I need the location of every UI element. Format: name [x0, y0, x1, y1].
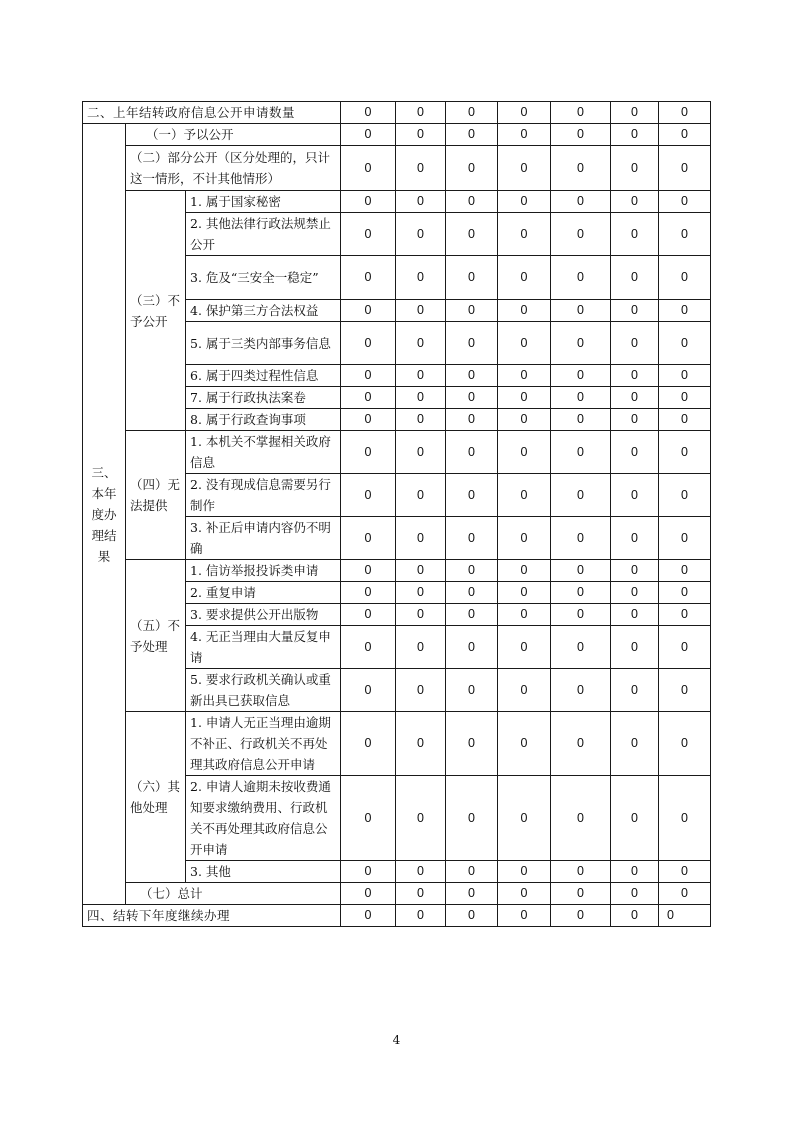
value-cell: 0 [551, 213, 611, 256]
table-row [83, 560, 711, 582]
value-cell: 0 [611, 124, 659, 146]
value-cell: 0 [396, 712, 446, 776]
value-cell: 0 [659, 517, 711, 560]
table-row [83, 883, 711, 905]
value-cell: 0 [446, 582, 498, 604]
value-cell: 0 [659, 582, 711, 604]
value-cell: 0 [446, 861, 498, 883]
page-number: 4 [392, 1033, 401, 1047]
value-cell: 0 [498, 365, 551, 387]
value-cell: 0 [611, 409, 659, 431]
value-cell: 0 [341, 517, 396, 560]
row-label: 1. 信访举报投诉类申请 [186, 560, 341, 582]
table-row [83, 431, 711, 474]
value-cell: 0 [659, 387, 711, 409]
value-cell: 0 [446, 883, 498, 905]
value-cell: 0 [498, 712, 551, 776]
value-cell: 0 [659, 431, 711, 474]
value-cell: 0 [611, 604, 659, 626]
row-label: （二）部分公开（区分处理的，只计这一情形，不计其他情形） [126, 146, 341, 191]
value-cell: 0 [498, 604, 551, 626]
value-cell: 0 [551, 905, 611, 927]
value-cell: 0 [446, 776, 498, 861]
value-cell: 0 [659, 712, 711, 776]
value-cell: 0 [611, 626, 659, 669]
value-cell: 0 [341, 365, 396, 387]
row-label: 2. 申请人逾期未按收费通知要求缴纳费用、行政机关不再处理其政府信息公开申请 [186, 776, 341, 861]
row-label: 3. 要求提供公开出版物 [186, 604, 341, 626]
value-cell: 0 [396, 409, 446, 431]
value-cell: 0 [498, 626, 551, 669]
value-cell: 0 [396, 626, 446, 669]
row-label: 7. 属于行政执法案卷 [186, 387, 341, 409]
value-cell: 0 [498, 387, 551, 409]
value-cell: 0 [551, 409, 611, 431]
value-cell: 0 [396, 124, 446, 146]
value-cell: 0 [611, 883, 659, 905]
value-cell: 0 [498, 191, 551, 213]
value-cell: 0 [611, 582, 659, 604]
value-cell: 0 [396, 213, 446, 256]
value-cell: 0 [341, 861, 396, 883]
value-cell: 0 [446, 191, 498, 213]
table-row [83, 102, 711, 124]
value-cell: 0 [551, 102, 611, 124]
value-cell: 0 [341, 387, 396, 409]
value-cell: 0 [446, 905, 498, 927]
section-label: 三、本年度办理结果 [83, 124, 126, 905]
value-cell: 0 [446, 300, 498, 322]
group-label: （五）不予处理 [126, 560, 186, 712]
value-cell: 0 [341, 604, 396, 626]
value-cell: 0 [341, 300, 396, 322]
value-cell: 0 [611, 560, 659, 582]
value-cell: 0 [659, 861, 711, 883]
value-cell: 0 [659, 124, 711, 146]
value-cell: 0 [551, 560, 611, 582]
value-cell: 0 [396, 861, 446, 883]
value-cell: 0 [341, 431, 396, 474]
table-row [83, 905, 711, 927]
row-label: 5. 属于三类内部事务信息 [186, 322, 341, 365]
row-label: 3. 危及“三安全一稳定” [186, 256, 341, 300]
row-label: 1. 本机关不掌握相关政府信息 [186, 431, 341, 474]
value-cell: 0 [551, 387, 611, 409]
value-cell: 0 [498, 213, 551, 256]
row-label: 4. 保护第三方合法权益 [186, 300, 341, 322]
value-cell: 0 [396, 191, 446, 213]
value-cell: 0 [659, 905, 711, 927]
value-cell: 0 [498, 560, 551, 582]
value-cell: 0 [659, 146, 711, 191]
value-cell: 0 [551, 300, 611, 322]
value-cell: 0 [396, 582, 446, 604]
value-cell: 0 [446, 146, 498, 191]
value-cell: 0 [341, 191, 396, 213]
value-cell: 0 [551, 712, 611, 776]
value-cell: 0 [396, 300, 446, 322]
value-cell: 0 [551, 474, 611, 517]
value-cell: 0 [611, 256, 659, 300]
value-cell: 0 [498, 517, 551, 560]
value-cell: 0 [611, 387, 659, 409]
value-cell: 0 [498, 256, 551, 300]
value-cell: 0 [551, 365, 611, 387]
value-cell: 0 [446, 213, 498, 256]
row-label: （七）总计 [126, 883, 341, 905]
row-label: 6. 属于四类过程性信息 [186, 365, 341, 387]
row-label: 2. 重复申请 [186, 582, 341, 604]
value-cell: 0 [396, 905, 446, 927]
value-cell: 0 [659, 191, 711, 213]
value-cell: 0 [396, 669, 446, 712]
value-cell: 0 [396, 431, 446, 474]
value-cell: 0 [611, 191, 659, 213]
value-cell: 0 [446, 669, 498, 712]
table-row [83, 712, 711, 776]
value-cell: 0 [659, 776, 711, 861]
value-cell: 0 [446, 474, 498, 517]
value-cell: 0 [498, 300, 551, 322]
value-cell: 0 [396, 322, 446, 365]
table-row [83, 124, 711, 146]
row-label: （一）予以公开 [126, 124, 341, 146]
value-cell: 0 [341, 474, 396, 517]
value-cell: 0 [341, 712, 396, 776]
value-cell: 0 [341, 776, 396, 861]
row-label: 1. 申请人无正当理由逾期不补正、行政机关不再处理其政府信息公开申请 [186, 712, 341, 776]
value-cell: 0 [551, 124, 611, 146]
value-cell: 0 [498, 124, 551, 146]
value-cell: 0 [611, 517, 659, 560]
row-label: 1. 属于国家秘密 [186, 191, 341, 213]
value-cell: 0 [396, 517, 446, 560]
value-cell: 0 [659, 409, 711, 431]
value-cell: 0 [396, 256, 446, 300]
value-cell: 0 [498, 776, 551, 861]
value-cell: 0 [341, 626, 396, 669]
value-cell: 0 [551, 256, 611, 300]
value-cell: 0 [498, 146, 551, 191]
value-cell: 0 [611, 474, 659, 517]
value-cell: 0 [446, 604, 498, 626]
value-cell: 0 [659, 560, 711, 582]
value-cell: 0 [446, 365, 498, 387]
value-cell: 0 [551, 776, 611, 861]
value-cell: 0 [341, 124, 396, 146]
value-cell: 0 [341, 256, 396, 300]
value-cell: 0 [611, 776, 659, 861]
value-cell: 0 [446, 256, 498, 300]
value-cell: 0 [551, 883, 611, 905]
value-cell: 0 [611, 300, 659, 322]
value-cell: 0 [551, 626, 611, 669]
value-cell: 0 [659, 102, 711, 124]
value-cell: 0 [551, 191, 611, 213]
value-cell: 0 [659, 322, 711, 365]
value-cell: 0 [446, 124, 498, 146]
value-cell: 0 [498, 431, 551, 474]
value-cell: 0 [446, 431, 498, 474]
table-row [83, 146, 711, 191]
value-cell: 0 [659, 300, 711, 322]
value-cell: 0 [446, 409, 498, 431]
row-label: 5. 要求行政机关确认或重新出具已获取信息 [186, 669, 341, 712]
value-cell: 0 [396, 883, 446, 905]
value-cell: 0 [396, 365, 446, 387]
value-cell: 0 [446, 560, 498, 582]
value-cell: 0 [611, 322, 659, 365]
value-cell: 0 [551, 517, 611, 560]
value-cell: 0 [659, 474, 711, 517]
value-cell: 0 [611, 712, 659, 776]
value-cell: 0 [446, 712, 498, 776]
value-cell: 0 [551, 431, 611, 474]
value-cell: 0 [498, 409, 551, 431]
value-cell: 0 [498, 861, 551, 883]
value-cell: 0 [446, 626, 498, 669]
value-cell: 0 [396, 146, 446, 191]
value-cell: 0 [446, 387, 498, 409]
value-cell: 0 [396, 102, 446, 124]
value-cell: 0 [396, 776, 446, 861]
value-cell: 0 [341, 883, 396, 905]
value-cell: 0 [551, 861, 611, 883]
value-cell: 0 [551, 604, 611, 626]
value-cell: 0 [498, 883, 551, 905]
value-cell: 0 [341, 146, 396, 191]
value-cell: 0 [498, 102, 551, 124]
value-cell: 0 [341, 409, 396, 431]
value-cell: 0 [611, 365, 659, 387]
row-label: 8. 属于行政查询事项 [186, 409, 341, 431]
row-label: 4. 无正当理由大量反复申请 [186, 626, 341, 669]
row-label: 3. 其他 [186, 861, 341, 883]
row-label: 3. 补正后申请内容仍不明确 [186, 517, 341, 560]
value-cell: 0 [659, 365, 711, 387]
value-cell: 0 [498, 474, 551, 517]
value-cell: 0 [341, 560, 396, 582]
value-cell: 0 [396, 387, 446, 409]
value-cell: 0 [446, 102, 498, 124]
value-cell: 0 [611, 669, 659, 712]
value-cell: 0 [611, 905, 659, 927]
value-cell: 0 [498, 669, 551, 712]
row-label: 2. 其他法律行政法规禁止公开 [186, 213, 341, 256]
value-cell: 0 [659, 626, 711, 669]
value-cell: 0 [341, 213, 396, 256]
value-cell: 0 [396, 604, 446, 626]
value-cell: 0 [341, 669, 396, 712]
value-cell: 0 [611, 861, 659, 883]
value-cell: 0 [498, 905, 551, 927]
disclosure-results-table [82, 101, 711, 927]
value-cell: 0 [611, 213, 659, 256]
value-cell: 0 [551, 322, 611, 365]
value-cell: 0 [551, 146, 611, 191]
value-cell: 0 [341, 905, 396, 927]
value-cell: 0 [446, 517, 498, 560]
value-cell: 0 [446, 322, 498, 365]
value-cell: 0 [551, 669, 611, 712]
group-label: （四）无法提供 [126, 431, 186, 560]
row-label: 二、上年结转政府信息公开申请数量 [83, 102, 341, 124]
row-label: 2. 没有现成信息需要另行制作 [186, 474, 341, 517]
value-cell: 0 [659, 604, 711, 626]
value-cell: 0 [396, 560, 446, 582]
value-cell: 0 [498, 582, 551, 604]
value-cell: 0 [659, 256, 711, 300]
value-cell: 0 [611, 102, 659, 124]
value-cell: 0 [659, 213, 711, 256]
value-cell: 0 [611, 146, 659, 191]
value-cell: 0 [341, 322, 396, 365]
table-row [83, 191, 711, 213]
value-cell: 0 [659, 669, 711, 712]
row-label: 四、结转下年度继续办理 [83, 905, 341, 927]
value-cell: 0 [659, 883, 711, 905]
group-label: （三）不予公开 [126, 191, 186, 431]
value-cell: 0 [341, 102, 396, 124]
value-cell: 0 [611, 431, 659, 474]
value-cell: 0 [498, 322, 551, 365]
value-cell: 0 [341, 582, 396, 604]
value-cell: 0 [551, 582, 611, 604]
group-label: （六）其他处理 [126, 712, 186, 883]
value-cell: 0 [396, 474, 446, 517]
